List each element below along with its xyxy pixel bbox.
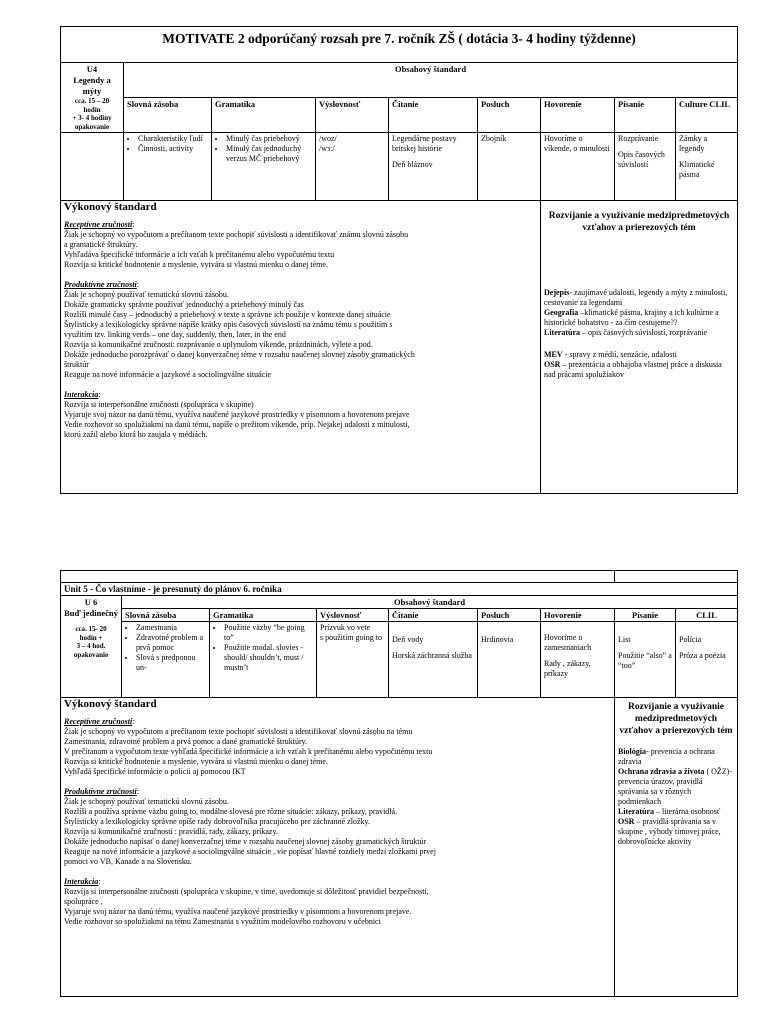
text-line: Štylisticky a lexikologicky správne opíše rady dobrovoľníka pracujúceho pre záchranné zložky. [64, 817, 370, 826]
cell-citanie [389, 133, 478, 201]
cell-citanie [389, 622, 478, 698]
text-line: Žiak je schopný používať tematickú slovnú zásobu. [64, 797, 229, 806]
list-item: • Činnosti, activity [138, 144, 208, 154]
receptivne-label: Receptívne zručnosti [64, 220, 133, 229]
empty-row-cell [615, 571, 738, 583]
document-title: MOTIVATE 2 odporúčaný rozsah pre 7. ročník ZŠ ( dotácia 3- 4 hodiny týždenne) [61, 27, 738, 63]
unit-meta-2: + 3- 4 hodiny [72, 114, 112, 122]
list-item: Prízvuk vo vete [320, 623, 371, 632]
list-item: Opis časových súvislostí [618, 150, 665, 169]
text-line: Rozvíja si komunikačné zručnosti : pravidlá, rady, zákazy, príkazy. [64, 827, 278, 836]
list-item: • Zdravotné problem a prvá pomoc [136, 633, 206, 653]
col-header-posluch: Posluch [478, 609, 541, 622]
unit-label: U 6 [84, 597, 98, 607]
unit-name: Buď jedinečný [64, 608, 118, 618]
list-item: Horská záchranná služba [392, 651, 472, 660]
list-item: /wз:/ [319, 144, 335, 153]
text-line: Rozvíja si kritické hodnotenie a myslenie, vytvára si vlastnú mienku o danej téme. [64, 260, 328, 269]
text-line: Rozvíja si kritické hodnotenie a myslenie, vytvára si vlastnú mienku o danej téme. [64, 757, 328, 766]
text-line: Žiak je schopný vo vypočutom a prečítanom texte pochopiť súvislosti a identifikovať slovnú zásobu na tému [64, 727, 413, 736]
cell-hovorenie: Hovoríme o víkende, o minulosti [541, 133, 615, 201]
list-item: • Použitie väzby “be going to” [224, 623, 313, 643]
unit-label: U4 [86, 64, 98, 74]
list-item: Dejepis- zaujímavé udalosti, legendy a mýty z minulosti, cestovanie za legendami [544, 288, 728, 307]
text-line: Zamestnania, zdravotné problem a prvá pomoc a dané gramatické štruktúry. [64, 737, 308, 746]
unit-meta-3: opakovanie [73, 650, 109, 659]
text-line: Vyhľadá špecifické informácie o polícii aj pomocou IKT [64, 767, 246, 776]
text-line: Vyjaruje svoj názor na danú tému, využíva naučené jazykové prostriedky v písomnom a hovorenom prejave [64, 410, 410, 419]
list-item: Použitie “also” a “too” [618, 651, 672, 670]
cell-gramatika [212, 133, 316, 201]
list-item: OSR – prezentácia a obhajoba vlastnej práce a diskusia nad prácami spolužiakov [544, 360, 722, 379]
text-line: Dokáže gramaticky správne používať jednoduchý a priebehový minulý čas [64, 300, 304, 309]
text-line: pomoci vo VB, Kanade a na Slovensku. [64, 857, 192, 866]
col-header-hovorenie: Hovorenie [541, 98, 615, 133]
cell-pisanie [615, 133, 676, 201]
text-line: Dokáže jednoducho porozprávať o danej konverzačnej téme v rozsahu naučenej slovnej zásoby gramatických [64, 350, 415, 359]
text-line: Dokáže jednoducho napísať o danej konverzačnej téme v rozsahu naučenej slovnej zásoby gramatických štruktúr [64, 837, 427, 846]
text-line: Vedie rozhovor so spolužiakmi na tému Zamestnania s využitím modelového rozhovoru v učebnici [64, 917, 381, 926]
empty-row-cell [61, 571, 615, 583]
text-line: Vyhľadáva špecifické informácie a ich vzťah k prečítanému alebo vypočutému textu [64, 250, 335, 259]
cell-gramatika [210, 622, 317, 698]
unit-meta-0: cca. 15 – 20 [74, 97, 110, 105]
unit-meta-0: cca. 15- 20 [75, 625, 107, 633]
vykonovy-standard-title: Výkonový štandard [64, 201, 157, 213]
col-header-citanie: Čítanie [389, 98, 478, 133]
list-item: Hovoríme o zamestnaniach [544, 633, 592, 652]
medzipredmetove-title: Rozvíjanie a využívanie medzipredmetových vzťahov a prierezových tém [619, 702, 733, 736]
text-line: Reaguje na nové informácie a jazykové a sociolingválne situácie , vie popísať hlavné rozdiely medzi zložkami prvej [64, 847, 436, 856]
list-item: s použitím going to [320, 633, 382, 642]
text-line: Reaguje na nové informácie a jazykové a sociolingválne situácie [64, 370, 272, 379]
list-item: Biológia- prevencia a ochrana zdravia [618, 747, 715, 766]
list-item: /woz/ [319, 134, 337, 143]
list-item: Rozprávanie [618, 134, 659, 143]
cell-vyslovnost [316, 133, 389, 201]
list-item: Legendárne postavy britskej histórie [392, 134, 457, 153]
text-line: Štylisticky a lexikologicky správne napíše krátky opis časových súvislostí na známu tému s použitím s [64, 320, 393, 329]
col-header-gramatika: Gramatika [210, 609, 317, 622]
list-item: • Slová s predponou un- [136, 653, 206, 673]
cell-slovna-zasoba [122, 622, 210, 698]
text-line: a gramatické štruktúry. [64, 240, 138, 249]
u4-table [60, 26, 738, 494]
col-header-slovna-zasoba: Slovná zásoba [122, 609, 210, 622]
list-item: Ochrana zdravia a života ( OŽZ)- prevencia úrazov, pravidlá správania sa v rôznych podmienkach [618, 767, 732, 806]
col-header-vyslovnost: Výslovnosť [317, 609, 389, 622]
unit5-note: Unit 5 - Čo vlastníme - je presunutý do plánov 6. ročníka [61, 583, 738, 596]
medzipredmetove-title: Rozvíjanie a využívanie medzipredmetových vzťahov a prierezových tém [548, 211, 730, 233]
list-item: Geografia –klimatické pásma, krajiny a ich kultúrne a historické bohatstvo - za čím cestujeme?? [544, 308, 719, 327]
unit-cell [61, 63, 124, 133]
text-line: Žiak je schopný používať tematickú slovnú zásobu. [64, 290, 229, 299]
list-item: OSR – pravidlá správania sa v skupine , výhody tímovej práce, dobrovoľnícke aktivity [618, 817, 721, 846]
list-item: • Zamestnania [136, 623, 206, 633]
cell-clil [676, 622, 738, 698]
list-item: Literatúra – opis časových súvislostí, rozprávanie [544, 328, 708, 337]
col-header-gramatika: Gramatika [212, 98, 316, 133]
obsahovy-standard-header: Obsahový štandard [122, 596, 738, 609]
text-line: Rozlíši minulé časy – jednoduchý a priebehový v texte a správne ich použije v kontexte danej situácie [64, 310, 391, 319]
list-item: Zámky a legendy [679, 134, 708, 153]
vykonovy-standard-cell: Výkonový štandard Receptívne zručnosti: Žiak je schopný vo vypočutom a prečítanom texte pochopiť súvislosti a identifikovať slovnú zásobu na tému Zamestnania, zdravotné problem a prvá pomoc a dané gramatické štruktúry. V prečítanom a vypočutom texte vyhľadá špecifické informácie a ich vzťah k prečítanému alebo vypočutému textu Rozvíja si kritické hodnotenie a myslenie, vytvára si vlastnú mienku o danej téme. Vyhľadá špecifické informácie o polícii aj pomocou IKT Produktívne zručnosti: Žiak je schopný používať tematickú slovnú zásobu. Rozlíši a používa správne väzbu going to, modálne slovesá pre rôzne situácie: zákazy, príkazy, pravidlá. Štylisticky a lexikologicky správne opíše rady dobrovoľníka pracujúceho pre záchranné zložky. Rozvíja si komunikačné zručnosti : pravidlá, rady, zákazy, príkazy. Dokáže jednoducho napísať o danej konverzačnej téme v rozsahu naučenej slovnej zásoby gramatických štruktúr Reaguje na nové informácie a jazykové a sociolingválne situácie , vie popísať hlavné rozdiely medzi zložkami prvej pomoci vo VB, Kanade a na Slovensku. Interakcia: Rozvíja si interpersonálne zručnosti (spolupráca v skupine, v time, uvedomuje si dôležitosť pravidiel bezpečnosti, spolupráce , Vyjaruje svoj názor na danú tému, využíva naučené jazykové prostriedky v písomnom a hovorenom prejave. Vedie rozhovor so spolužiakmi na tému Zamestnania s využitím modelového rozhovoru v učebnici [61, 698, 615, 997]
unit-cell-continuation [61, 133, 124, 201]
list-item: • Minulý čas priebehový [226, 134, 312, 144]
medzipredmetove-cell [615, 698, 738, 997]
col-header-vyslovnost: Výslovnosť [316, 98, 389, 133]
cell-hovorenie [541, 622, 615, 698]
text-line: ktorú zažil alebo ktorá ho zaujala v médiách. [64, 430, 208, 439]
list-item: Hrdinovia [481, 635, 514, 644]
produktivne-label: Produktívne zručnosti [64, 280, 137, 289]
list-item: Deň vody [392, 635, 424, 644]
unit-cell [61, 596, 122, 698]
col-header-pisanie: Písanie [615, 609, 676, 622]
unit-meta-3: opakovanie [74, 122, 110, 131]
list-item: List [618, 635, 631, 644]
text-line: V prečítanom a vypočutom texte vyhľadá špecifické informácie a ich vzťah k prečítanému alebo vypočutému textu [64, 747, 433, 756]
interakcia-label: Interakcia [64, 877, 99, 886]
cell-slovna-zasoba [124, 133, 212, 201]
list-item: Próza a poézia [679, 651, 726, 660]
text-line: Rozvíja si interpersonálne zručnosti (spolupráca v skupine, v time, uvedomuje si dôležitosť pravidiel bezpečnosti, [64, 887, 429, 896]
medzipredmetove-cell [541, 201, 738, 494]
unit-name: Legendy a mýty [73, 75, 111, 96]
list-item: Polícia [679, 635, 702, 644]
unit-meta-2: 3 – 4 hod. [76, 642, 106, 650]
vykonovy-standard-title: Výkonový štandard [64, 698, 157, 710]
col-header-clil: CLIL [676, 609, 738, 622]
cell-pisanie [615, 622, 676, 698]
text-line: využitím tzv. linking verds – one day, suddenly, then, later, in the end [64, 330, 286, 339]
list-item: • Charakteristiky ľudí [138, 134, 208, 144]
text-line: Žiak je schopný vo vypočutom a prečítanom texte pochopiť súvislosti a identifikovať známu slovnú zásobu [64, 230, 409, 239]
text-line: Vedie rozhovor so spolužiakmi na danú tému, napíše o prežitom víkende, príp. Nejakej udalosti z minulosti, [64, 420, 410, 429]
list-item: • Minulý čas jednoduchý verzus MČ priebehový [226, 144, 312, 164]
col-header-pisanie: Písanie [615, 98, 676, 133]
u6-table [60, 570, 738, 997]
text-line: spolupráce , [64, 897, 103, 906]
cell-posluch [478, 622, 541, 698]
text-line: Rozlíši a používa správne väzbu going to, modálne slovesá pre rôzne situácie: zákazy, príkazy, pravidlá. [64, 807, 398, 816]
text-line: Rozvíja si komunikačné zručnosti: rozprávanie o uplynulom víkende, prázdninách, výlete a pod. [64, 340, 373, 349]
list-item: • Použitie modal. slovies - should/ shouldn’t, must / mustn’t [224, 643, 313, 673]
col-header-citanie: Čítanie [389, 609, 478, 622]
text-line: štruktúr [64, 360, 89, 369]
curriculum-block-u6 [60, 570, 737, 997]
vykonovy-standard-cell: Výkonový štandard Receptívne zručnosti: Žiak je schopný vo vypočutom a prečítanom texte pochopiť súvislosti a identifikovať známu slovnú zásobu a gramatické štruktúry. Vyhľadáva špecifické informácie a ich vzťah k prečítanému alebo vypočutému textu Rozvíja si kritické hodnotenie a myslenie, vytvára si vlastnú mienku o danej téme. Produktívne zručnosti: Žiak je schopný používať tematickú slovnú zásobu. Dokáže gramaticky správne používať jednoduchý a priebehový minulý čas Rozlíši minulé časy – jednoduchý a priebehový v texte a správne ich použije v kontexte danej situácie Štylisticky a lexikologicky správne napíše krátky opis časových súvislostí na známu tému s použitím s využitím tzv. linking verds – one day, suddenly, then, later, in the end Rozvíja si komunikačné zručnosti: rozprávanie o uplynulom víkende, prázdninách, výlete a pod. Dokáže jednoducho porozprávať o danej konverzačnej téme v rozsahu naučenej slovnej zásoby gramatických štruktúr Reaguje na nové informácie a jazykové a sociolingválne situácie Interakcia: Rozvíja si interpersonálne zručnosti (spolupráca v skupine) Vyjaruje svoj názor na danú tému, využíva naučené jazykové prostriedky v písomnom a hovorenom prejave Vedie rozhovor so spolužiakmi na danú tému, napíše o prežitom víkende, príp. Nejakej udalosti z minulosti, ktorú zažil alebo ktorá ho zaujala v médiách. [61, 201, 541, 494]
list-item: Literatúra – literárna osobnosť [618, 807, 721, 816]
text-line: Rozvíja si interpersonálne zručnosti (spolupráca v skupine) [64, 400, 254, 409]
list-item: Rady , zákazy, príkazy [544, 659, 591, 678]
receptivne-label: Receptívne zručnosti [64, 717, 133, 726]
cell-clil [676, 133, 738, 201]
col-header-posluch: Posluch [478, 98, 541, 133]
cell-posluch: Zbojník [478, 133, 541, 201]
unit-meta-1: hodín + [79, 633, 103, 642]
obsahovy-standard-header: Obsahový štandard [124, 63, 738, 98]
interakcia-label: Interakcia [64, 390, 99, 399]
list-item: Klimatické pásma [679, 160, 715, 179]
col-header-hovorenie: Hovorenie [541, 609, 615, 622]
col-header-clil: Culture CLIL [676, 98, 738, 133]
col-header-slovna-zasoba: Slovná zásoba [124, 98, 212, 133]
produktivne-label: Produktívne zručnosti [64, 787, 137, 796]
unit-meta-1: hodín [83, 105, 101, 114]
text-line: Vyjaruje svoj názor na danú tému, využíva naučené jazykové prostriedky v písomnom a hovorenom prejave. [64, 907, 412, 916]
curriculum-block-u4 [60, 26, 737, 494]
list-item: Deň bláznov [392, 160, 433, 169]
cell-vyslovnost [317, 622, 389, 698]
list-item: MEV - spravy z médií, senzácie, udalosti [544, 350, 677, 359]
